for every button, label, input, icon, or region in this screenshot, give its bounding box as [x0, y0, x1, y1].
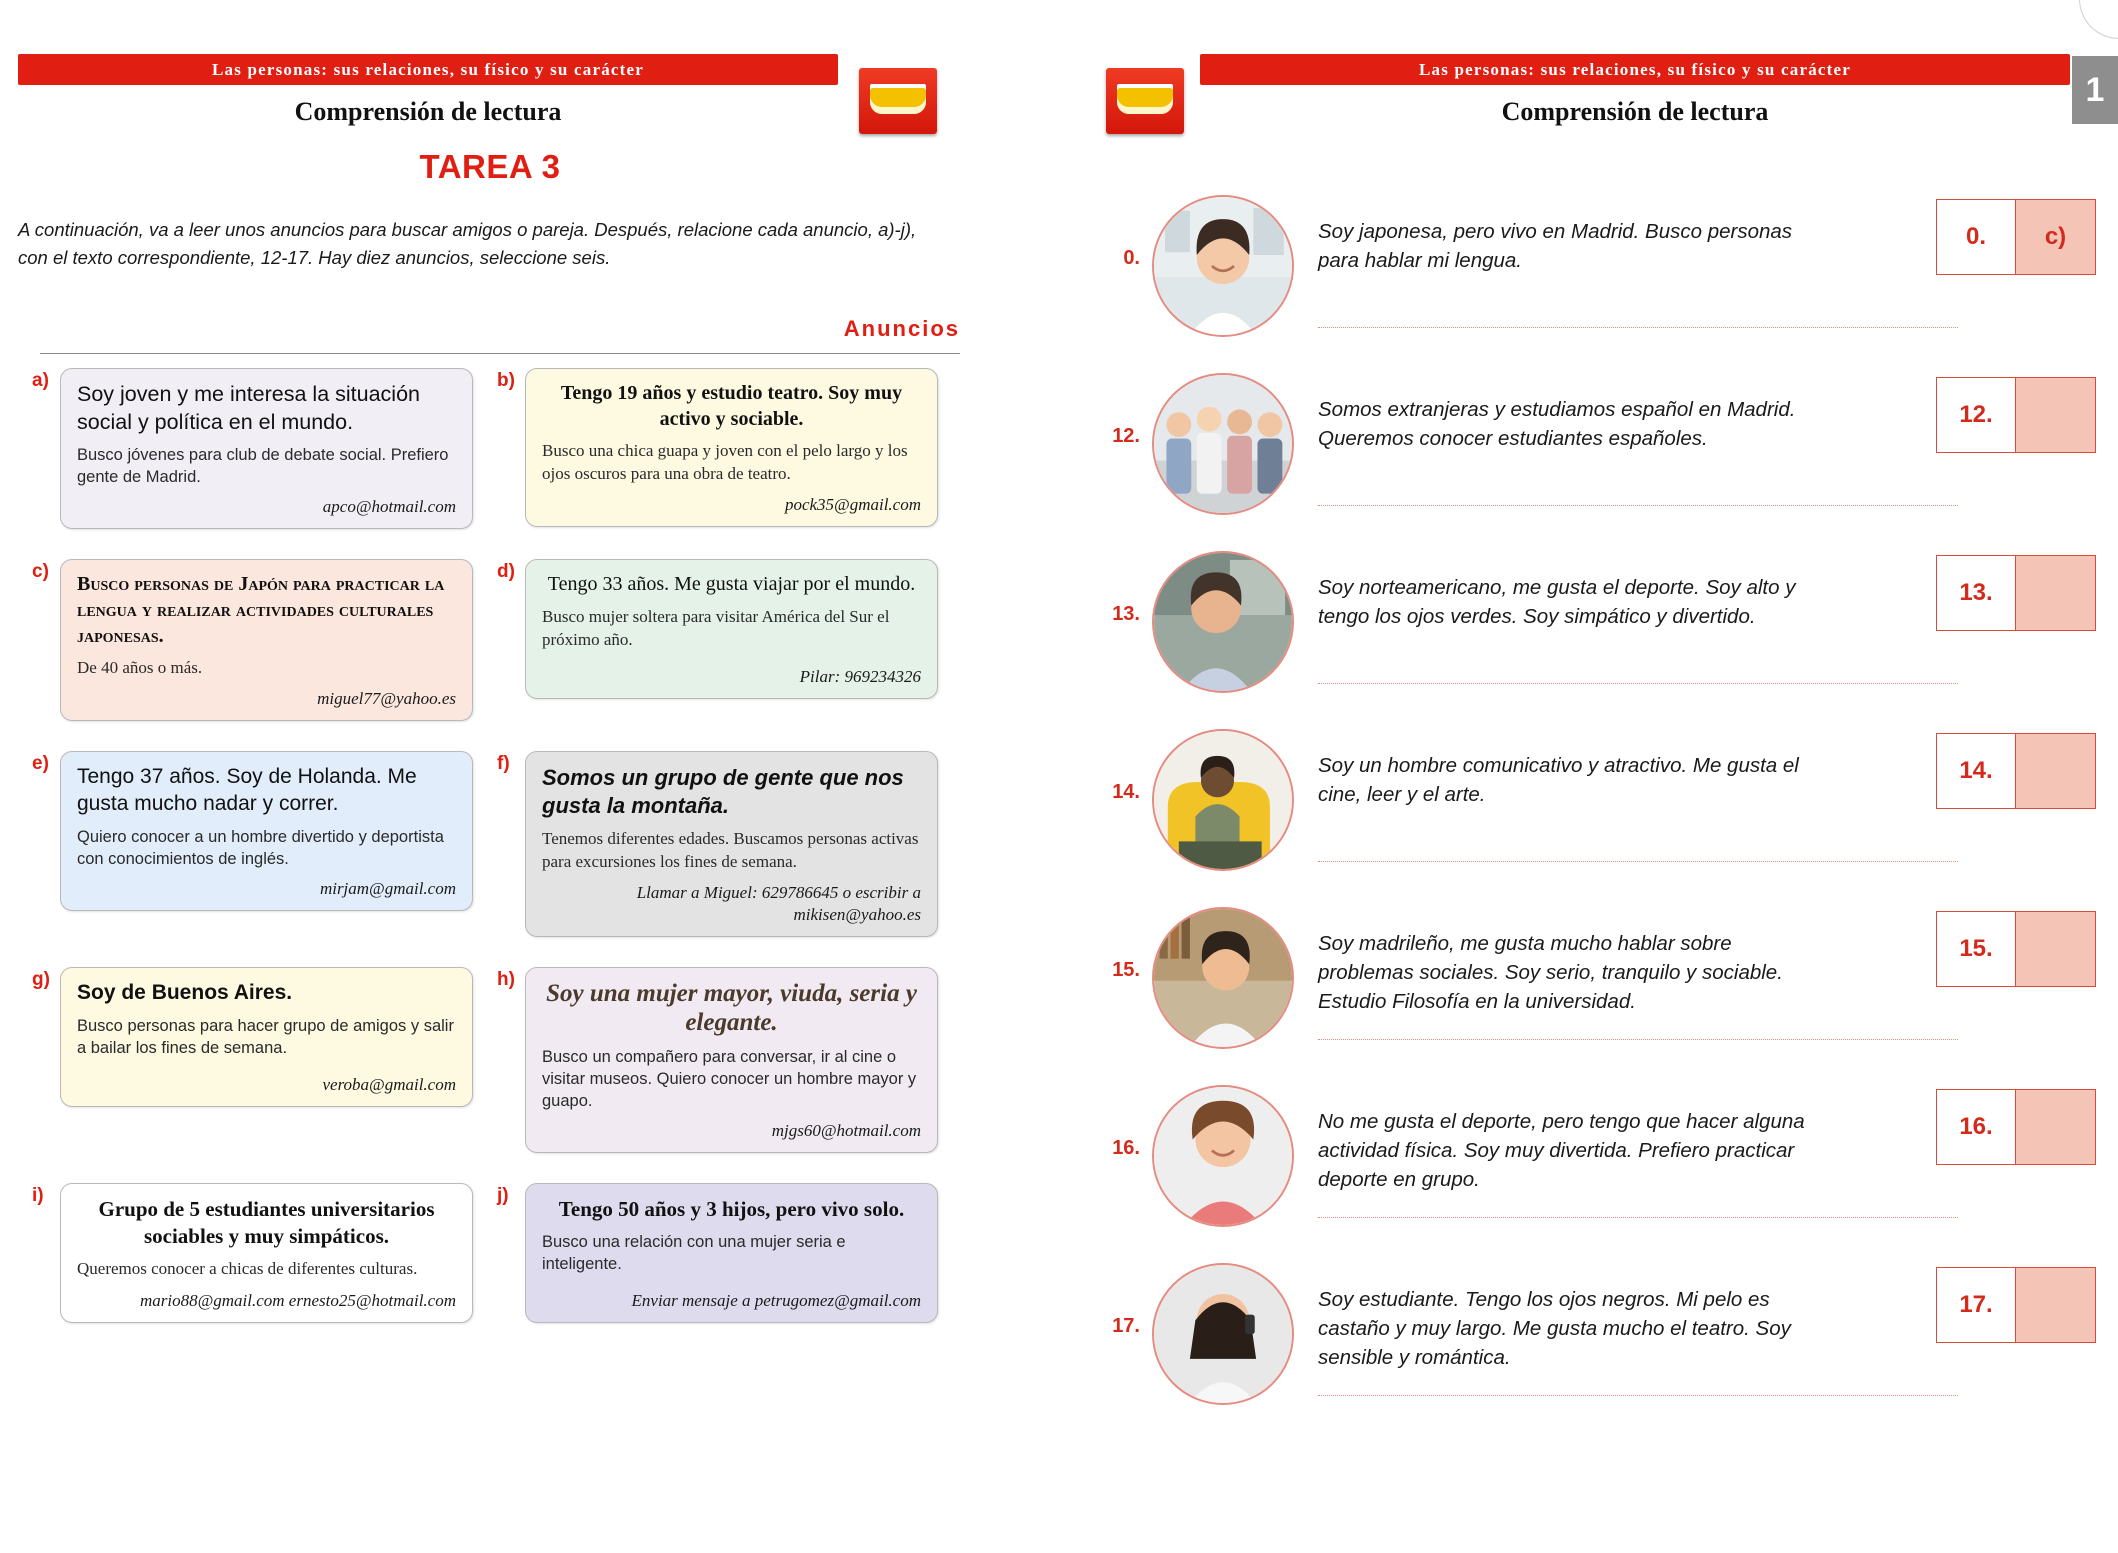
- ad-headline: Busco personas de Japón para practicar la lengua y realizar actividades culturales japonesas.: [77, 573, 445, 647]
- ad-box-b[interactable]: [525, 368, 938, 527]
- question-row: [1090, 175, 2118, 353]
- ad-body: Busco personas para hacer grupo de amigos y salir a bailar los fines de semana.: [77, 1016, 454, 1057]
- instructions-text: A continuación, va a leer unos anuncios para buscar amigos o pareja. Después, relacione cada anuncio, a)-j), con el texto correspondiente, 12-17. Hay diez anuncios, seleccione seis.: [18, 219, 917, 269]
- question-text: Soy estudiante. Tengo los ojos negros. Mi pelo es castaño y muy largo. Me gusta mucho el teatro. Soy sensible y romántica.: [1318, 1288, 1791, 1370]
- question-text: No me gusta el deporte, pero tengo que hacer alguna actividad física. Soy muy divertida. Prefiero practicar deporte en grupo.: [1318, 1110, 1805, 1192]
- ad-body: Busco un compañero para conversar, ir al cine o visitar museos. Quiero conocer un hombre mayor y guapo.: [542, 1047, 917, 1110]
- question-number: 14.: [1112, 781, 1140, 803]
- ad-headline: Tengo 37 años. Soy de Holanda. Me gusta mucho nadar y correr.: [77, 764, 417, 815]
- answer-group: [1936, 377, 2096, 453]
- ad-item: [491, 368, 956, 529]
- ad-letter: i): [32, 1184, 44, 1206]
- answer-box[interactable]: [2016, 1267, 2096, 1343]
- answer-box[interactable]: c): [2016, 199, 2096, 275]
- ad-headline: Tengo 19 años y estudio teatro. Soy muy activo y sociable.: [560, 382, 903, 430]
- ad-contact: mjgs60@hotmail.com: [771, 1120, 921, 1140]
- page-corner-decoration: [2079, 0, 2118, 39]
- ad-contact: apco@hotmail.com: [322, 497, 456, 517]
- page-title: TAREA 3: [419, 148, 561, 185]
- answer-group: [1936, 911, 2096, 987]
- ad-box-i[interactable]: [60, 1183, 473, 1323]
- question-box-number: 13.: [1936, 555, 2016, 631]
- ad-body: Busco una relación con una mujer seria e inteligente.: [542, 1232, 846, 1273]
- ad-letter: h): [497, 969, 515, 991]
- ad-box-e[interactable]: [60, 751, 473, 911]
- photo-woman-pink: [1152, 1085, 1294, 1227]
- ad-contact: mirjam@gmail.com: [319, 878, 456, 898]
- question-row: [1090, 887, 2118, 1065]
- ad-letter: d): [497, 561, 515, 583]
- ad-box-a[interactable]: [60, 368, 473, 529]
- section-divider: [40, 353, 960, 354]
- ad-headline: Tengo 50 años y 3 hijos, pero vivo solo.: [558, 1196, 905, 1221]
- ad-headline: Soy de Buenos Aires.: [77, 981, 293, 1005]
- answer-group: [1936, 199, 2096, 275]
- page-number-badge: 1: [2072, 56, 2118, 124]
- ad-box-f[interactable]: [525, 751, 938, 937]
- question-number: 13.: [1112, 603, 1140, 625]
- question-text: Soy norteamericano, me gusta el deporte. Soy alto y tengo los ojos verdes. Soy simpático y divertido.: [1318, 576, 1796, 629]
- answer-box[interactable]: [2016, 377, 2096, 453]
- right-header: [1090, 46, 2080, 134]
- ad-item: [491, 559, 956, 721]
- question-text: Soy japonesa, pero vivo en Madrid. Busco personas para hablar mi lengua.: [1318, 220, 1793, 273]
- book-icon: [1106, 68, 1184, 134]
- ad-headline: Somos un grupo de gente que nos gusta la montaña.: [542, 764, 904, 819]
- ad-item: [491, 1183, 956, 1323]
- right-page: [1090, 0, 2118, 1553]
- photo-group-women: [1152, 373, 1294, 515]
- ad-letter: a): [32, 370, 49, 391]
- photo-woman-phone: [1152, 1263, 1294, 1405]
- ad-box-c[interactable]: [60, 559, 473, 721]
- ad-box-d[interactable]: [525, 559, 938, 699]
- ad-contact: pock35@gmail.com: [784, 494, 921, 514]
- question-row: [1090, 353, 2118, 531]
- question-box-number: 15.: [1936, 911, 2016, 987]
- answer-box[interactable]: [2016, 911, 2096, 987]
- ad-box-g[interactable]: [60, 967, 473, 1107]
- question-number: 17.: [1112, 1315, 1140, 1337]
- section-label-anuncios: Anuncios: [843, 316, 960, 341]
- question-box-number: 12.: [1936, 377, 2016, 453]
- book-icon: [859, 68, 937, 134]
- right-banner-title: Las personas: sus relaciones, su físico y su carácter: [1200, 54, 2070, 85]
- question-number: 12.: [1112, 425, 1140, 447]
- question-box-number: 14.: [1936, 733, 2016, 809]
- ad-contact: miguel77@yahoo.es: [317, 688, 456, 708]
- question-box-number: 17.: [1936, 1267, 2016, 1343]
- leader-line: [1318, 505, 1958, 506]
- left-header: [18, 46, 958, 134]
- ad-item: [26, 751, 491, 937]
- ad-body: Quiero conocer a un hombre divertido y deportista con conocimientos de inglés.: [77, 827, 444, 868]
- ad-letter: j): [497, 1184, 509, 1206]
- ad-letter: b): [497, 370, 515, 391]
- ad-headline: Soy joven y me interesa la situación social y política en el mundo.: [77, 382, 420, 434]
- question-row: [1090, 709, 2118, 887]
- ad-item: [26, 368, 491, 529]
- ad-contact: Llamar a Miguel: 629786645 o escribir a mikisen@yahoo.es: [636, 882, 921, 924]
- questions-list: [1090, 175, 2118, 1421]
- leader-line: [1318, 683, 1958, 684]
- ad-box-j[interactable]: [525, 1183, 938, 1323]
- ad-body: Tenemos diferentes edades. Buscamos personas activas para excursiones los fines de semana.: [542, 829, 919, 872]
- left-banner-title: Las personas: sus relaciones, su físico y su carácter: [18, 54, 838, 85]
- ad-item: [491, 751, 956, 937]
- question-row: [1090, 531, 2118, 709]
- answer-box[interactable]: [2016, 555, 2096, 631]
- question-text: Soy madrileño, me gusta mucho hablar sobre problemas sociales. Soy serio, tranquilo y sociable. Estudio Filosofía en la universidad.: [1318, 932, 1783, 1014]
- leader-line: [1318, 1039, 1958, 1040]
- ad-item: [26, 559, 491, 721]
- ad-box-h[interactable]: [525, 967, 938, 1153]
- ad-headline: Tengo 33 años. Me gusta viajar por el mundo.: [547, 573, 916, 596]
- ad-body: Queremos conocer a chicas de diferentes culturas.: [77, 1258, 418, 1278]
- ad-contact: veroba@gmail.com: [322, 1074, 456, 1094]
- question-box-number: 0.: [1936, 199, 2016, 275]
- question-number: 15.: [1112, 959, 1140, 981]
- ads-grid: [26, 368, 956, 1353]
- leader-line: [1318, 327, 1958, 328]
- answer-group: [1936, 1089, 2096, 1165]
- ad-item: [491, 967, 956, 1153]
- ad-letter: c): [32, 561, 49, 583]
- answer-group: [1936, 1267, 2096, 1343]
- question-text: Somos extranjeras y estudiamos español en Madrid. Queremos conocer estudiantes españoles.: [1318, 398, 1796, 451]
- leader-line: [1318, 1217, 1958, 1218]
- leader-line: [1318, 1395, 1958, 1396]
- photo-woman-smiling: [1152, 195, 1294, 337]
- question-number: 0.: [1123, 247, 1140, 269]
- ad-letter: e): [32, 752, 49, 774]
- right-subtitle: Comprensión de lectura: [1501, 96, 1769, 126]
- ad-body: Busco mujer soltera para visitar América del Sur el próximo año.: [542, 606, 890, 649]
- ad-body: Busco una chica guapa y joven con el pelo largo y los ojos oscuros para una obra de teatro.: [542, 441, 908, 483]
- answer-group: [1936, 555, 2096, 631]
- question-text: Soy un hombre comunicativo y atractivo. Me gusta el cine, leer y el arte.: [1318, 754, 1799, 807]
- ad-letter: g): [32, 969, 50, 991]
- answer-box[interactable]: [2016, 1089, 2096, 1165]
- question-row: [1090, 1243, 2118, 1421]
- left-subtitle: Comprensión de lectura: [294, 96, 562, 126]
- question-number: 16.: [1112, 1137, 1140, 1159]
- photo-man-casual: [1152, 551, 1294, 693]
- ad-headline: Grupo de 5 estudiantes universitarios sociables y muy simpáticos.: [98, 1196, 435, 1248]
- question-box-number: 16.: [1936, 1089, 2016, 1165]
- question-row: [1090, 1065, 2118, 1243]
- ad-body: Busco jóvenes para club de debate social. Prefiero gente de Madrid.: [77, 446, 449, 487]
- ad-headline: Soy una mujer mayor, viuda, seria y elegante.: [546, 980, 917, 1036]
- leader-line: [1318, 861, 1958, 862]
- ad-item: [26, 967, 491, 1153]
- ad-item: [26, 1183, 491, 1323]
- ad-contact: Pilar: 969234326: [799, 667, 921, 687]
- ad-contact: Enviar mensaje a petrugomez@gmail.com: [631, 1290, 921, 1310]
- ad-letter: f): [497, 752, 510, 774]
- answer-box[interactable]: [2016, 733, 2096, 809]
- photo-man-armchair: [1152, 729, 1294, 871]
- ad-contact: mario88@gmail.com ernesto25@hotmail.com: [139, 1290, 456, 1310]
- answer-group: [1936, 733, 2096, 809]
- ad-body: De 40 años o más.: [77, 658, 203, 678]
- left-page: [0, 0, 980, 1553]
- photo-student-library: [1152, 907, 1294, 1049]
